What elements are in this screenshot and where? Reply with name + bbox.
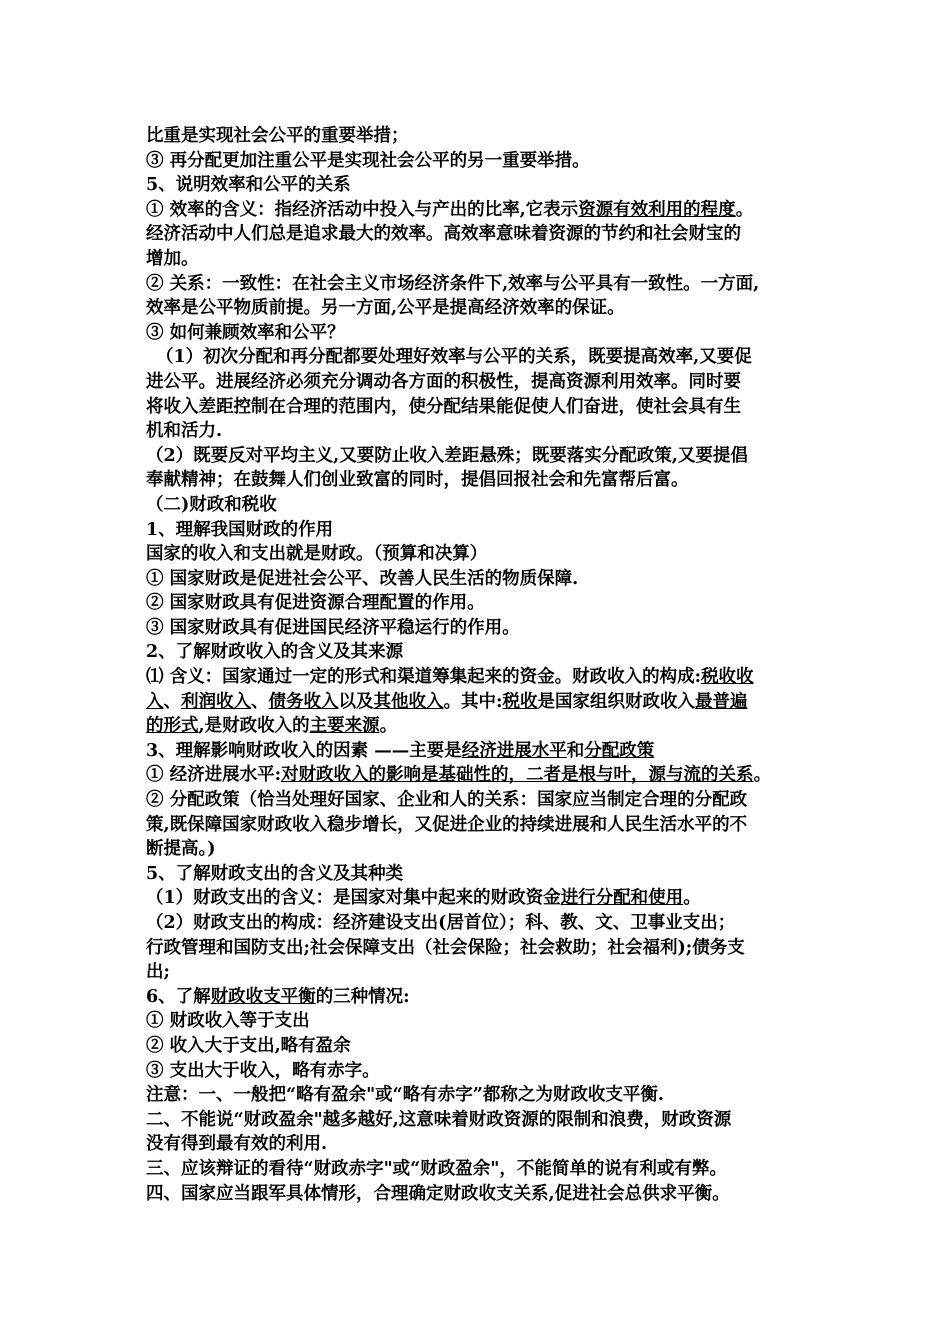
text-segment: 经济活动中人们总是追求最大的效率。高效率意味着资源的节约和社会财宝的 [146,224,741,245]
text-segment: 行政管理和国防支出;社会保障支出（社会保险；社会救助；社会福利);债务支 [146,937,745,958]
text-line [146,567,826,592]
text-segment: ③ 如何兼顾效率和公平？ [146,322,345,343]
text-segment: 进公平。进展经济必须充分调动各方面的积极性，提高资源利用效率。同时要 [146,371,741,392]
text-segment: ,是财政收入的 [198,716,310,737]
text-line [146,985,826,1010]
text-segment: 。 [379,716,398,737]
text-line [146,296,826,321]
underlined-text: 税收收 [701,667,754,688]
underlined-text: 主要来源 [309,716,380,737]
text-line [146,936,826,961]
text-segment: 注意：一、一般把“略有盈余"或“略有赤字”都称之为财政收支平衡. [146,1085,664,1106]
text-segment: 以及 [338,691,374,712]
text-line [146,813,826,838]
underlined-text: 利润收入 [181,691,251,712]
text-line [146,1083,826,1108]
text-segment: ② 收入大于支出,略有盈余 [146,1035,351,1056]
underlined-text: 其他收入 [373,691,444,712]
text-segment: ① 效率的含义：指经济活动中投入与产出的比率,它表示 [146,199,579,220]
text-segment: （二)财政和税收 [146,494,277,515]
text-line [146,542,826,567]
text-line [146,198,826,223]
text-segment: ② 分配政策（恰当处理好国家、企业和人的关系：国家应当制定合理的分配政 [146,790,748,811]
underlined-text: 债务收入 [268,691,339,712]
underlined-text: 分配政策 [584,740,655,761]
text-line [146,444,826,469]
text-segment: ① 国家财政是促进社会公平、改善人民生活的物质保障. [146,568,579,589]
text-segment: 效率是公平物质前提。另一方面,公平是提高经济效率的保证。 [146,298,625,319]
text-line [146,370,826,395]
text-segment: 断提高。) [146,839,216,860]
text-segment: 将收入差距控制在合理的范围内，使分配结果能促使人们奋进，使社会具有生 [146,396,741,417]
text-line [146,518,826,543]
text-segment: ⑴ 含义：国家通过一定的形式和渠道筹集起来的资金。财政收入的构成: [146,667,702,688]
underlined-text: 资源有效利用的程度 [578,199,736,220]
underlined-text: 进行分配和使用 [560,888,684,909]
text-segment: 的三种情况: [315,986,410,1007]
text-line [146,149,826,174]
text-segment: 四、国家应当跟军具体情形，合理确定财政收支关系,促进社会总供求平衡。 [146,1183,730,1204]
text-segment: 、 [251,691,269,712]
text-segment: 二、不能说“财政盈余"越多越好,这意味着财政资源的限制和浪费，财政资源 [146,1109,732,1130]
text-line [146,911,826,936]
text-segment: 是国家组织财政收入 [537,691,695,712]
text-line [146,173,826,198]
text-segment: 5、说明效率和公平的关系 [146,175,351,196]
text-line [146,862,826,887]
text-segment: 2、了解财政收入的含义及其来源 [146,642,404,663]
text-line [146,419,826,444]
text-segment: 增加。 [146,248,199,269]
text-segment: 国家的收入和支出就是财政。（预算和决算） [146,544,488,565]
text-segment: （1）初次分配和再分配都要处理好效率与公平的关系，既要提高效率,又要促 [156,347,752,368]
text-line [146,1009,826,1034]
text-line [146,837,826,862]
text-line [146,124,826,149]
text-line [146,640,826,665]
text-line [146,321,826,346]
text-segment: 奉献精神；在鼓舞人们创业致富的同时，提倡回报社会和先富帮后富。 [146,470,689,491]
text-segment: ③ 再分配更加注重公平是实现社会公平的另一重要举措。 [146,150,590,171]
text-segment: ③ 国家财政具有促进国民经济平稳运行的作用。 [146,617,520,638]
text-segment: 。 [753,765,772,786]
text-line [146,690,826,715]
text-line [146,272,826,297]
text-line [146,616,826,641]
text-line [146,222,826,247]
text-segment: ① 财政收入等于支出 [146,1011,310,1032]
text-line [146,739,826,764]
text-segment: 机和活力. [146,421,223,442]
text-segment: 。 [735,199,754,220]
underlined-text: 对财政收入的影响是基础性的，二者是根与叶，源与流的关系 [281,765,754,786]
underlined-text: 入 [146,691,164,712]
text-line [146,665,826,690]
text-line [146,1059,826,1084]
text-line [146,493,826,518]
text-line [146,247,826,272]
text-segment: 3、理解影响财政收入的因素 ——主要是 [146,740,462,761]
text-line [146,1108,826,1133]
text-line [146,1157,826,1182]
text-segment: ① 经济进展水平: [146,765,282,786]
text-segment: ② 国家财政具有促进资源合理配置的作用。 [146,593,485,614]
text-line [146,714,826,739]
text-segment: 三、应该辩证的看待“财政赤字"或“财政盈余"，不能简单的说有利或有弊。 [146,1158,727,1179]
text-segment: （2）既要反对平均主义,又要防止收入差距悬殊；既要落实分配政策,又要提倡 [146,445,748,466]
text-line [146,468,826,493]
text-segment: 出; [146,962,170,983]
text-segment: 1、理解我国财政的作用 [146,519,334,540]
text-segment: 。 [683,888,701,909]
text-segment: （2）财政支出的构成：经济建设支出(居首位）；科、教、文、卫事业支出； [146,913,736,933]
underlined-text: 经济进展水平 [461,740,567,761]
text-segment: 和 [566,740,585,761]
underlined-text: 最普遍 [694,691,748,712]
text-line [146,788,826,813]
text-segment: 。其中: [443,691,503,712]
text-segment: 6、了解 [146,986,211,1007]
text-line [146,763,826,788]
text-line [146,591,826,616]
underlined-text: 财政收支平衡 [210,986,316,1007]
text-line [146,1132,826,1157]
text-segment: 没有得到最有效的利用. [146,1134,328,1155]
underlined-text: 税收 [502,691,538,712]
text-segment: ③ 支出大于收入，略有赤字。 [146,1060,380,1081]
text-line [146,886,826,911]
text-segment: 、 [163,691,181,712]
text-line [146,345,826,370]
text-line [146,1034,826,1059]
text-segment: 比重是实现社会公平的重要举措； [146,126,409,146]
text-segment: （1）财政支出的含义：是国家对集中起来的财政资金 [146,888,561,909]
text-line [146,1182,826,1207]
text-segment: ② 关系：一致性：在社会主义市场经济条件下,效率与公平具有一致性。一方面, [146,273,760,294]
underlined-text: 的形式 [146,716,199,737]
text-line [146,395,826,420]
text-segment: 5、了解财政支出的含义及其种类 [146,863,404,884]
text-segment: 策,既保障国家财政收入稳步增长，又促进企业的持续进展和人民生活水平的不 [146,814,748,835]
text-line [146,960,826,985]
document-body [146,124,826,1206]
